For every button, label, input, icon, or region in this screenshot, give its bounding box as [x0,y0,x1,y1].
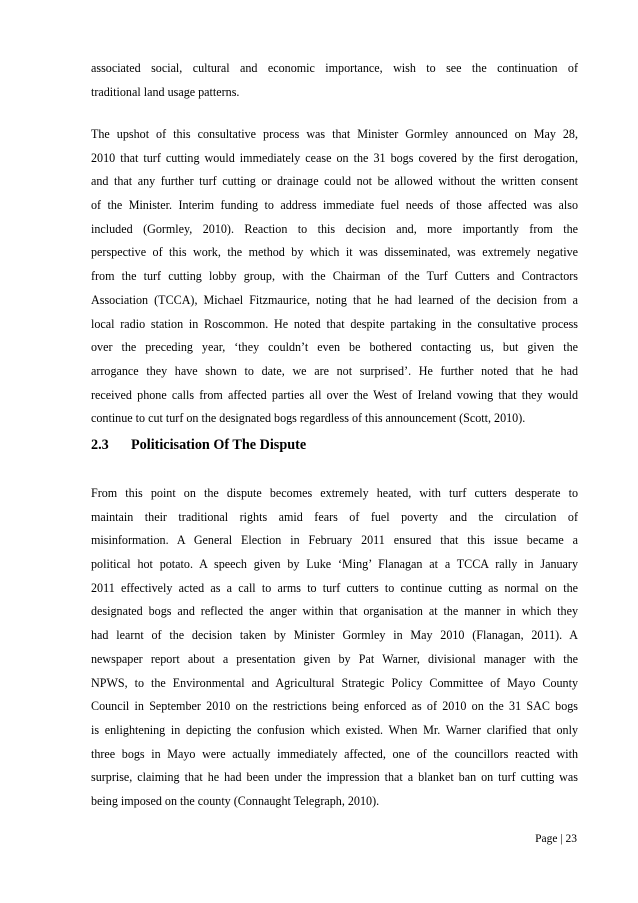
text-line: three bogs in Mayo were actually immediately affected, one of the councillors reacted with [91,746,578,761]
paragraph-consultative-outcome [91,123,578,431]
text-line: From this point on the dispute becomes extremely heated, with turf cutters desperate to [91,486,578,500]
text-line: NPWS, to the Environmental and Agricultural Strategic Policy Committee of Mayo County [91,675,578,690]
text-line: traditional land usage patterns. [91,84,240,99]
section-number: 2.3 [91,437,109,453]
text-line: over the preceding year, ‘they couldn’t even be bothered contacting us, but given the [91,340,578,355]
text-line: Council in September 2010 on the restrictions being enforced as of 2010 on the 31 SAC bogs [91,699,578,714]
text-line: 2011 effectively acted as a call to arms to turf cutters to continue cutting as normal on the [91,580,578,595]
paragraph-dispute-escalation [91,482,578,814]
text-line: maintain their traditional rights amid fears of fuel poverty and the circulation of [91,509,578,524]
text-line: continue to cut turf on the designated bogs regardless of this announcement (Scott, 2010). [91,411,526,426]
text-line: received phone calls from affected parties all over the West of Ireland vowing that they would [91,387,578,402]
section-heading [91,437,306,454]
text-line: designated bogs and reflected the anger within that organisation at the manner in which they [91,604,578,619]
text-line: included (Gormley, 2010). Reaction to this decision and, more importantly from the [91,221,578,236]
section-title: Politicisation Of The Dispute [131,437,307,453]
text-line: 2010 that turf cutting would immediately cease on the 31 bogs covered by the first derogation, [91,150,578,165]
text-line: had learnt of the decision taken by Minister Gormley in May 2010 (Flanagan, 2011). A [91,628,578,643]
text-line: political hot potato. A speech given by Luke ‘Ming’ Flanagan at a TCCA rally in January [91,557,578,572]
text-line: surprise, claiming that he had been under the impression that a blanket ban on turf cutting was [91,770,578,785]
text-line: perspective of this work, the method by which it was disseminated, was extremely negative [91,245,578,260]
text-line: from the turf cutting lobby group, with the Chairman of the Turf Cutters and Contractors [91,269,578,284]
text-line: misinformation. A General Election in February 2011 ensured that this issue became a [91,533,578,548]
text-line: of the Minister. Interim funding to address immediate fuel needs of those affected was also [91,198,578,213]
paragraph-continuation [91,57,578,104]
text-line: Association (TCCA), Michael Fitzmaurice, noting that he had learned of the decision from a [91,292,578,307]
text-line: The upshot of this consultative process was that Minister Gormley announced on May 28, [91,127,578,141]
text-line: arrogance they have shown to date, we are not surprised’. He further noted that he had [91,363,578,378]
text-line: and that any further turf cutting or drainage could not be allowed without the written consent [91,174,578,189]
text-line: being imposed on the county (Connaught Telegraph, 2010). [91,793,380,808]
page-number: Page | 23 [535,833,577,845]
text-line: newspaper report about a presentation given by Pat Warner, divisional manager with the [91,651,578,666]
text-line: associated social, cultural and economic importance, wish to see the continuation of [91,61,578,75]
text-line: local radio station in Roscommon. He noted that despite partaking in the consultative process [91,316,578,331]
text-line: is enlightening in depicting the confusion which existed. When Mr. Warner clarified that only [91,722,578,737]
